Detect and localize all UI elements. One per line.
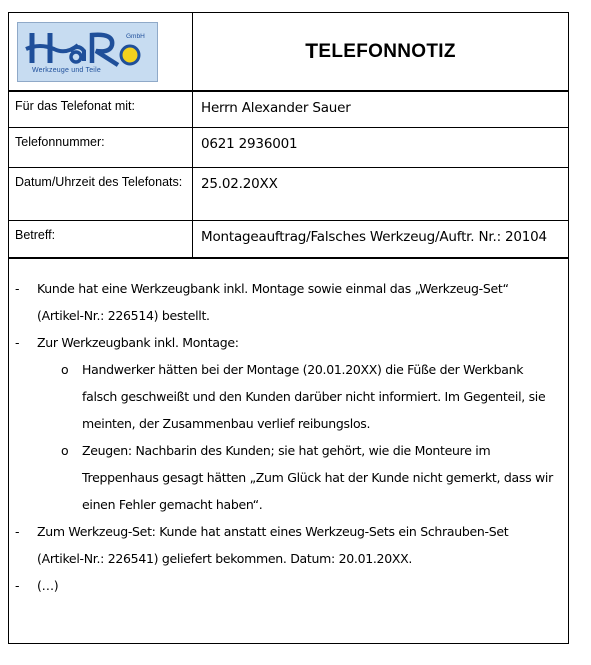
note-item (9, 275, 568, 329)
field-value-date: 25.02.20XX (201, 176, 278, 192)
field-row-phone (9, 128, 568, 168)
note-text: Kunde hat eine Werkzeugbank inkl. Montage sowie einmal das „Werkzeug-Set“ (Artikel-Nr.: 226514) bestellt. (37, 281, 509, 323)
note-item (9, 329, 568, 356)
circle-bullet: o (61, 443, 69, 458)
document-title (193, 13, 568, 90)
logo-gmbh-text: GmbH (126, 33, 145, 40)
title-rest: ELEFONNOTIZ (318, 40, 456, 62)
field-label-subject: Betreff: (9, 221, 193, 257)
field-label-date: Datum/Uhrzeit des Telefonats: (9, 168, 193, 220)
field-row-subject (9, 221, 568, 259)
header-row (9, 13, 568, 92)
note-text: Zum Werkzeug-Set: Kunde hat anstatt eines Werkzeug-Sets ein Schrauben-Set (Artikel-Nr.: 226541) geliefert bekommen. Datum: 20.01.20XX. (37, 524, 509, 566)
circle-bullet: o (61, 362, 69, 377)
company-logo (17, 22, 158, 82)
note-subtext: Zeugen: Nachbarin des Kunden; sie hat gehört, wie die Monteure im Treppenhaus gesagt hätten „Zum Glück hat der Kunde nicht gemerkt, dass wir einen Fehler gemacht haben“. (82, 443, 553, 512)
dash-bullet: - (15, 524, 20, 539)
field-value-phone: 0621 2936001 (201, 136, 298, 152)
field-label-contact: Für das Telefonat mit: (9, 92, 193, 127)
logo-tagline: Werkzeuge und Teile (32, 67, 101, 74)
note-text: Zur Werkzeugbank inkl. Montage: (37, 335, 239, 350)
field-row-date (9, 168, 568, 221)
title-initial: T (305, 39, 319, 63)
dash-bullet: - (15, 578, 20, 593)
note-text: (…) (37, 578, 59, 593)
dash-bullet: - (15, 281, 20, 296)
note-item (9, 518, 568, 572)
logo-cell (9, 13, 193, 90)
note-subitem (9, 437, 568, 518)
dash-bullet: - (15, 335, 20, 350)
field-value-subject: Montageauftrag/Falsches Werkzeug/Auftr. Nr.: 20104 (201, 229, 547, 245)
phone-note-form (8, 12, 569, 644)
note-subitem (9, 356, 568, 437)
notes-section (9, 261, 568, 599)
note-item (9, 572, 568, 599)
field-value-contact: Herrn Alexander Sauer (201, 100, 351, 116)
field-label-phone: Telefonnummer: (9, 128, 193, 167)
note-subtext: Handwerker hätten bei der Montage (20.01.20XX) die Füße der Werkbank falsch geschweißt und den Kunden darüber nicht informiert. Im Gegenteil, sie meinten, der Zusammenbau verlief reibungslos. (82, 362, 546, 431)
field-row-contact (9, 92, 568, 128)
